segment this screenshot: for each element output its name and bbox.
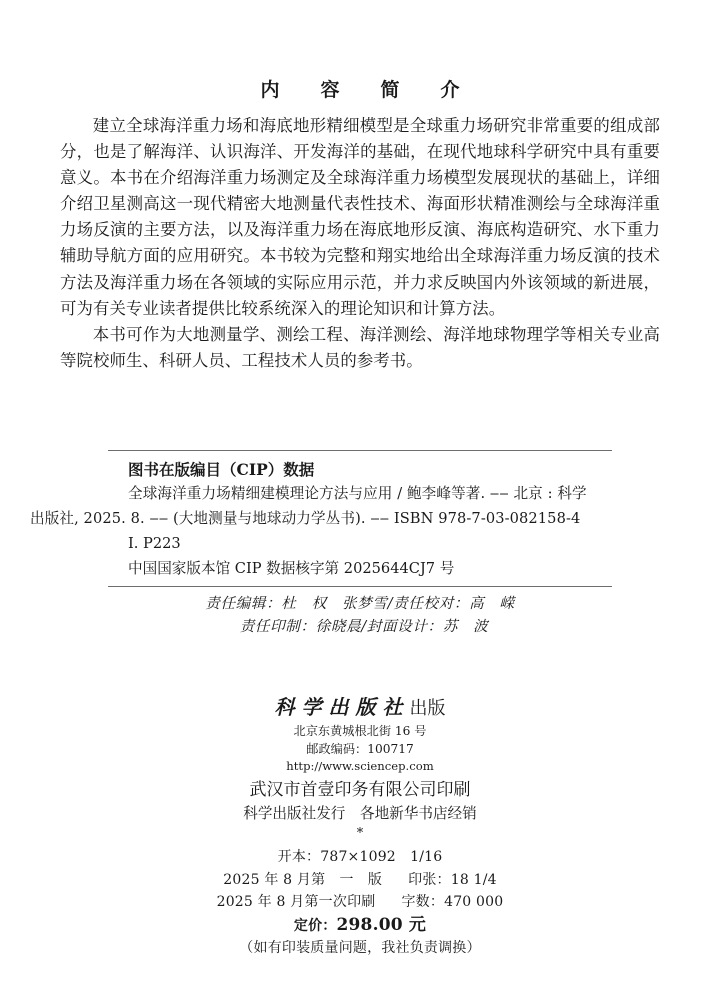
- publisher-name: 科学出版社: [274, 695, 410, 719]
- cip-title-line: 全球海洋重力场精细建模理论方法与应用 / 鲍李峰等著. ‒‒ 北京 : 科学: [128, 485, 587, 502]
- price-row: [0, 914, 720, 938]
- publisher-postcode: 邮政编码：100717: [306, 742, 414, 756]
- cip-classification: Ⅰ. P223: [128, 535, 181, 553]
- cip-block: [30, 458, 628, 581]
- cip-publisher-line: 出版社, 2025. 8. ‒‒ (大地测量与地球动力学丛书). ‒‒ ISBN 978-7-03-082158-4: [30, 509, 581, 527]
- spec-format: 开本：787×1092 1/16: [277, 849, 443, 865]
- distributor-line: 科学出版社发行 各地新华书店经销: [243, 805, 477, 822]
- abstract-paragraph-2: 本书可作为大地测量学、测绘工程、海洋测绘、海洋地球物理学等相关专业高等院校师生、科研人员、工程技术人员的参考书。: [60, 324, 660, 370]
- abstract-body: [60, 113, 660, 374]
- spec-sheets: 印张：18 1/4: [408, 871, 497, 888]
- publisher-logo-suffix: 出版: [409, 698, 446, 719]
- spec-edition: 2025 年 8 月第 一 版: [223, 871, 383, 888]
- spec-words: 字数：470 000: [401, 894, 504, 910]
- cip-heading: 图书在版编目（CIP）数据: [128, 460, 315, 479]
- page-title: 内 容 简 介: [260, 79, 471, 101]
- price-label: 定价：: [293, 917, 337, 934]
- divider-top: [108, 450, 612, 451]
- spec-printing: 2025 年 8 月第一次印刷: [216, 894, 376, 910]
- publisher-logo: [0, 694, 720, 722]
- staff-credits: [0, 593, 720, 638]
- exchange-note: （如有印装质量问题，我社负责调换）: [239, 940, 481, 956]
- print-specs: [0, 846, 720, 960]
- cip-record-number: 中国国家版本馆 CIP 数据核字第 2025644CJ7 号: [128, 560, 455, 578]
- spec-printing-row: [0, 891, 720, 914]
- publisher-block: [0, 694, 720, 960]
- separator-asterisk: *: [356, 826, 364, 841]
- publisher-address: 北京东黄城根北街 16 号: [293, 724, 427, 738]
- spec-edition-row: [0, 869, 720, 892]
- divider-middle: [108, 586, 612, 587]
- printer-name: 武汉市首壹印务有限公司印刷: [249, 780, 471, 800]
- credit-editor-line: 责任编辑：杜 权 张梦雪/责任校对：高 嵘: [205, 595, 515, 612]
- price-amount: 298.00 元: [336, 914, 427, 935]
- publisher-url[interactable]: http://www.sciencep.com: [286, 759, 434, 773]
- abstract-paragraph-1: 建立全球海洋重力场和海底地形精细模型是全球重力场研究非常重要的组成部分，也是了解海洋、认识海洋、开发海洋的基础，在现代地球科学研究中具有重要意义。本书在介绍海洋重力场测定及全球海洋重力场模型发展现状的基础上，详细介绍卫星测高这一现代精密大地测量代表性技术、海面形状精准测绘与全球海洋重力场反演的主要方法，以及海洋重力场在海底地形反演、海底构造研究、水下重力辅助导航方面的应用研究。本书较为完整和翔实地给出全球海洋重力场反演的技术方法及海洋重力场在各领域的实际应用示范，并力求反映国内外该领域的新进展，可为有关专业读者提供比较系统深入的理论知识和计算方法。: [60, 116, 660, 318]
- credit-production-line: 责任印制：徐晓晨/封面设计：苏 波: [239, 617, 489, 635]
